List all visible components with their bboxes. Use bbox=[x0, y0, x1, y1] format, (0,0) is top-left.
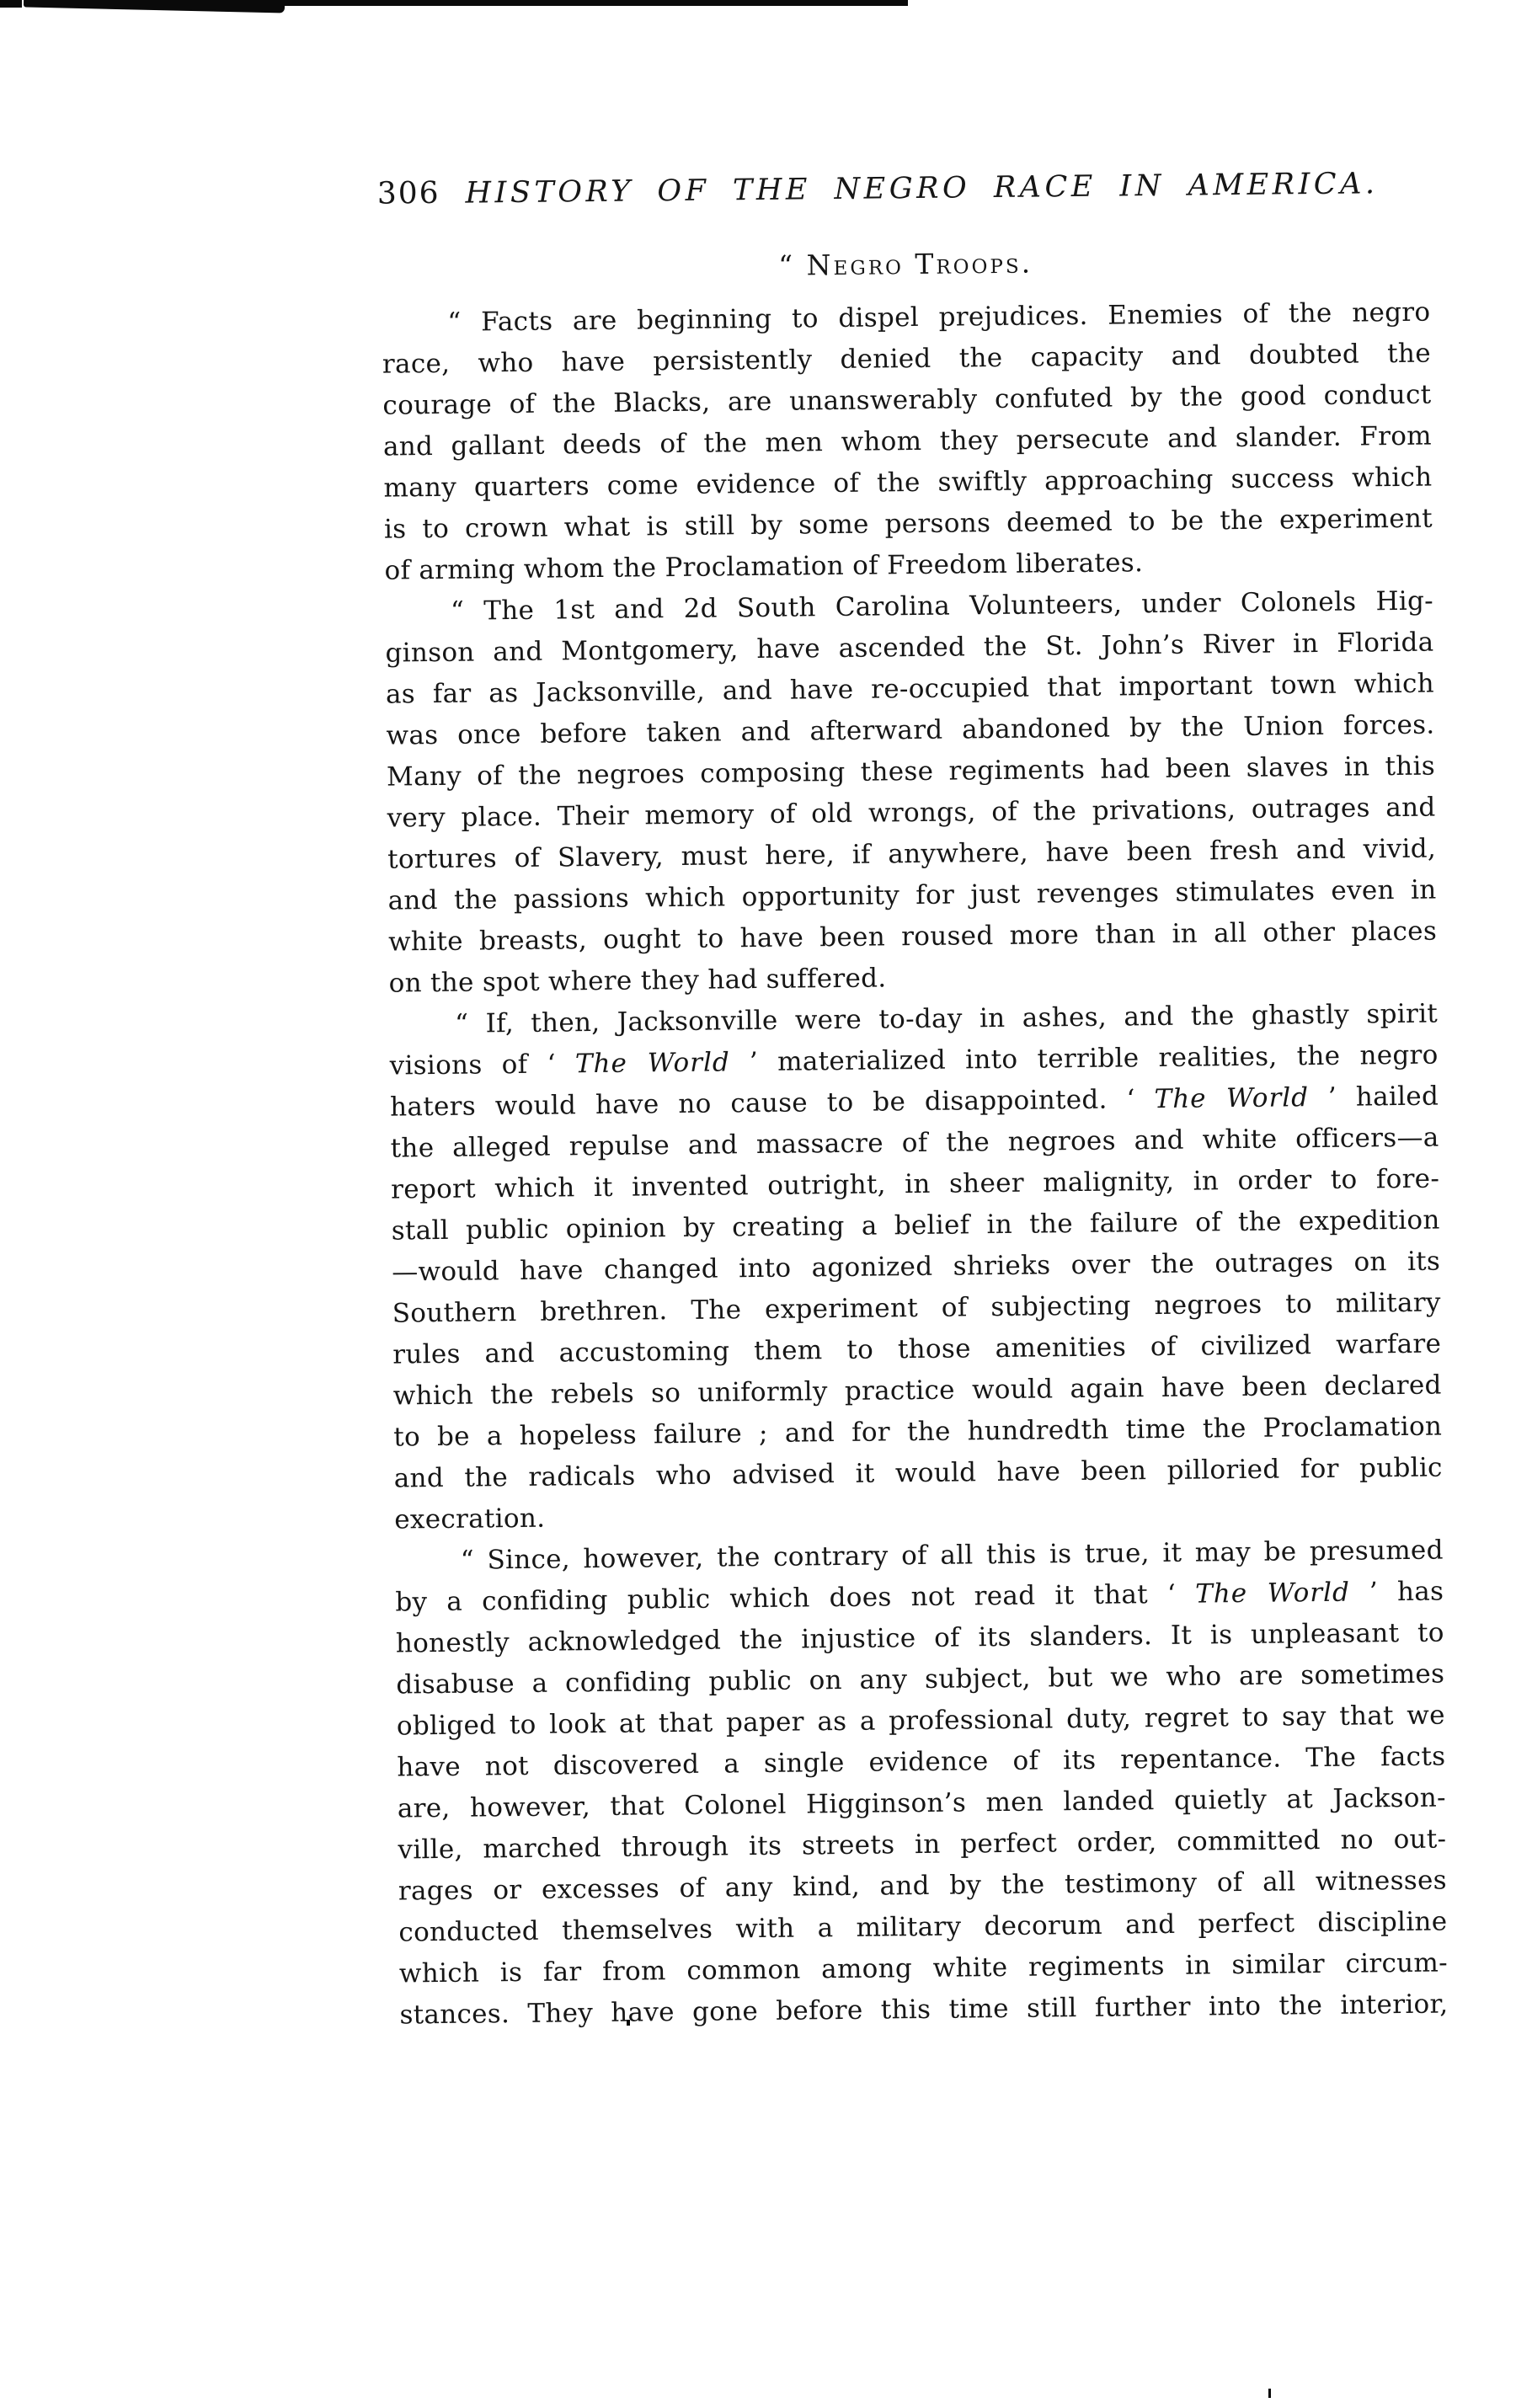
running-header bbox=[377, 165, 1439, 211]
text-line: as far as Jacksonville, and have re-occupied that important town which bbox=[385, 668, 1435, 710]
running-title: HISTORY OF THE NEGRO RACE IN AMERICA. bbox=[465, 167, 1379, 211]
text-line: have not discovered a single evidence of its repentance. The facts bbox=[397, 1741, 1446, 1783]
text-line: obliged to look at that paper as a professional duty, regret to say that we bbox=[396, 1700, 1445, 1742]
text-line: rages or excesses of any kind, and by the testimony of all witnesses bbox=[398, 1865, 1448, 1907]
text-line: rules and accustoming them to those amenities of civilized warfare bbox=[392, 1328, 1442, 1370]
section-heading: “ Negro Troops. bbox=[778, 246, 1033, 282]
text-line: is to crown what is still by some persons deemed to be the experiment bbox=[383, 503, 1433, 545]
text-line: race, who have persistently denied the capacity and doubted the bbox=[382, 338, 1432, 380]
text-line: by a confiding public which does not read it that ‘ The World ’ has bbox=[395, 1576, 1444, 1618]
text-line: Southern brethren. The experiment of subjecting negroes to military bbox=[392, 1287, 1441, 1329]
text-line: on the spot where they had suffered. bbox=[388, 963, 887, 999]
text-line: disabuse a confiding public on any subject, but we who are sometimes bbox=[396, 1658, 1445, 1701]
text-line: to be a hopeless failure ; and for the hundredth time the Proclamation bbox=[393, 1411, 1443, 1453]
text-line: report which it invented outright, in sheer malignity, in order to fore- bbox=[391, 1163, 1440, 1205]
text-line: and the passions which opportunity for just revenges stimulates even in bbox=[387, 874, 1437, 916]
text-line: white breasts, ought to have been roused more than in all other places bbox=[387, 916, 1438, 958]
text-line: Many of the negroes composing these regiments had been slaves in this bbox=[386, 750, 1436, 793]
text-line: “ Facts are beginning to dispel prejudices. Enemies of the negro bbox=[447, 296, 1431, 338]
text-line: was once before taken and afterward abandoned by the Union forces. bbox=[386, 709, 1435, 751]
text-line: many quarters come evidence of the swiftly approaching success which bbox=[383, 462, 1433, 504]
text-line: execration. bbox=[394, 1503, 546, 1535]
text-line: and the radicals who advised it would have been pilloried for public bbox=[393, 1452, 1443, 1494]
scan-edge-artifact bbox=[0, 0, 22, 8]
text-line: courage of the Blacks, are unanswerably confuted by the good conduct bbox=[382, 379, 1432, 421]
text-line: of arming whom the Proclamation of Freedom liberates. bbox=[384, 547, 1144, 586]
text-line: stances. They have gone before this time still further into the interior, bbox=[399, 1989, 1449, 2031]
page-number: 306 bbox=[376, 175, 440, 211]
text-line: “ Since, however, the contrary of all this is true, it may be presumed bbox=[460, 1535, 1444, 1576]
text-line: honestly acknowledged the injustice of its slanders. It is unpleasant to bbox=[395, 1617, 1444, 1659]
text-line: and gallant deeds of the men whom they persecute and slander. From bbox=[382, 420, 1433, 462]
text-line: which is far from common among white regiments in similar circum- bbox=[398, 1947, 1449, 1989]
text-line: “ If, then, Jacksonville were to-day in ashes, and the ghastly spirit bbox=[454, 998, 1439, 1039]
text-line: “ The 1st and 2d South Carolina Volunteers, under Colonels Hig- bbox=[450, 585, 1434, 627]
text-line: tortures of Slavery, must here, if anywhere, have been fresh and vivid, bbox=[387, 833, 1437, 875]
text-line: ville, marched through its streets in perfect order, committed no out- bbox=[398, 1823, 1447, 1866]
page-body-text bbox=[382, 292, 1448, 2037]
text-line: conducted themselves with a military decorum and perfect discipline bbox=[398, 1906, 1448, 1948]
text-line: which the rebels so uniformly practice would again have been declared bbox=[392, 1370, 1442, 1412]
text-line: —would have changed into agonized shrieks over the outrages on its bbox=[392, 1246, 1441, 1288]
text-line: the alleged repulse and massacre of the negroes and white officers—a bbox=[390, 1122, 1439, 1164]
text-line: stall public opinion by creating a belief in the failure of the expedition bbox=[391, 1204, 1440, 1247]
text-line: visions of ‘ The World ’ materialized into terrible realities, the negro bbox=[389, 1039, 1439, 1081]
text-line: very place. Their memory of old wrongs, of the privations, outrages and bbox=[387, 792, 1436, 834]
text-line: are, however, that Colonel Higginson’s men landed quietly at Jackson- bbox=[397, 1782, 1447, 1824]
text-line: ginson and Montgomery, have ascended the St. John’s River in Florida bbox=[385, 627, 1434, 669]
text-line: haters would have no cause to be disappointed. ‘ The World ’ hailed bbox=[389, 1081, 1439, 1123]
